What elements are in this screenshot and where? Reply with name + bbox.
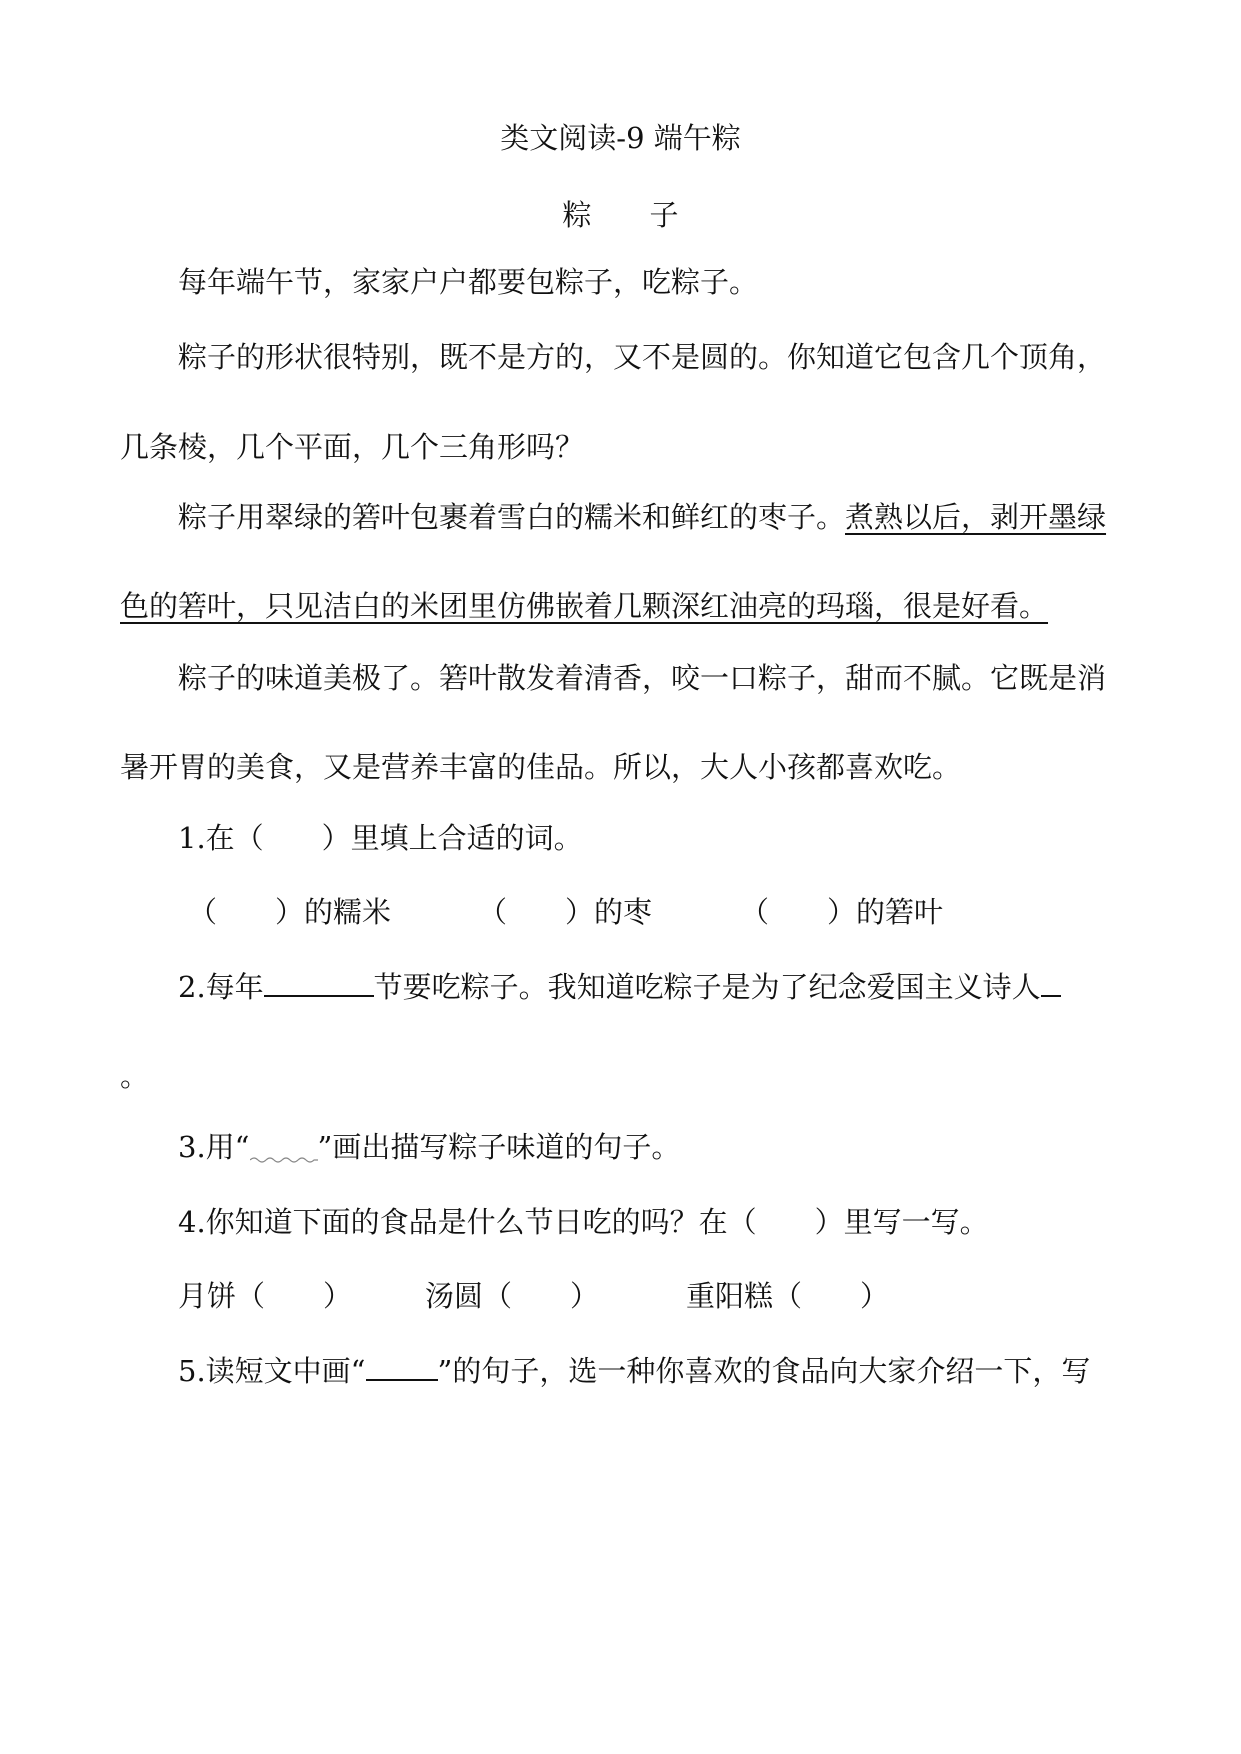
question-2-line-1 xyxy=(178,967,1120,1007)
question-2-text-1: 2.每年 xyxy=(178,970,264,1004)
question-3-text-2: ”画出描写粽子味道的句子。 xyxy=(317,1130,681,1164)
page-title: 类文阅读-9 端午粽 xyxy=(500,121,741,155)
question-2-line-2: 。 xyxy=(120,1059,150,1093)
wavy-line-icon xyxy=(250,1155,318,1165)
answer-blank[interactable] xyxy=(1041,994,1061,997)
passage-paragraph-3-line-2 xyxy=(120,586,1120,626)
question-1: 1.在（ ）里填上合适的词。 xyxy=(178,821,583,855)
question-4-item: 重阳糕（ ） xyxy=(686,1279,890,1313)
passage-paragraph-4-line-1: 粽子的味道美极了。箬叶散发着清香，咬一口粽子，甜而不腻。它既是消 xyxy=(178,661,1107,695)
underlined-sentence-part-1: 煮熟以后，剥开墨绿 xyxy=(845,500,1107,534)
question-1-item: （ ）的枣 xyxy=(478,895,653,929)
question-5-text-2: ”的句子，选一种你喜欢的食品向大家介绍一下，写 xyxy=(437,1354,1091,1388)
passage-title: 粽 子 xyxy=(562,198,679,232)
question-3 xyxy=(178,1127,1120,1167)
passage-paragraph-2-line-1: 粽子的形状很特别，既不是方的，又不是圆的。你知道它包含几个顶角， xyxy=(178,340,1107,374)
question-1-item: （ ）的糯米 xyxy=(188,895,392,929)
question-5-text-1: 5.读短文中画“ xyxy=(178,1354,366,1388)
question-4-item: 月饼（ ） xyxy=(178,1279,353,1313)
passage-paragraph-1: 每年端午节，家家户户都要包粽子，吃粽子。 xyxy=(178,265,759,299)
question-4: 4.你知道下面的食品是什么节日吃的吗？在（ ）里写一写。 xyxy=(178,1205,989,1239)
question-5 xyxy=(178,1351,1120,1391)
question-3-text-1: 3.用“ xyxy=(178,1130,250,1164)
question-4-item: 汤圆（ ） xyxy=(425,1279,600,1313)
passage-paragraph-2-line-2: 几条棱，几个平面，几个三角形吗？ xyxy=(120,430,585,464)
passage-paragraph-3-plain: 粽子用翠绿的箬叶包裹着雪白的糯米和鲜红的枣子。 xyxy=(178,500,846,534)
passage-paragraph-3-line-1 xyxy=(178,497,1120,537)
question-2-text-2: 节要吃粽子。我知道吃粽子是为了纪念爱国主义诗人 xyxy=(373,970,1041,1004)
underlined-sentence-part-2: 色的箬叶，只见洁白的米团里仿佛嵌着几颗深红油亮的玛瑙，很是好看。 xyxy=(120,589,1049,623)
answer-blank[interactable] xyxy=(264,994,374,997)
underline-sample xyxy=(366,1378,438,1381)
question-1-item: （ ）的箬叶 xyxy=(740,895,944,929)
passage-paragraph-4-line-2: 暑开胃的美食，又是营养丰富的佳品。所以，大人小孩都喜欢吃。 xyxy=(120,750,962,784)
